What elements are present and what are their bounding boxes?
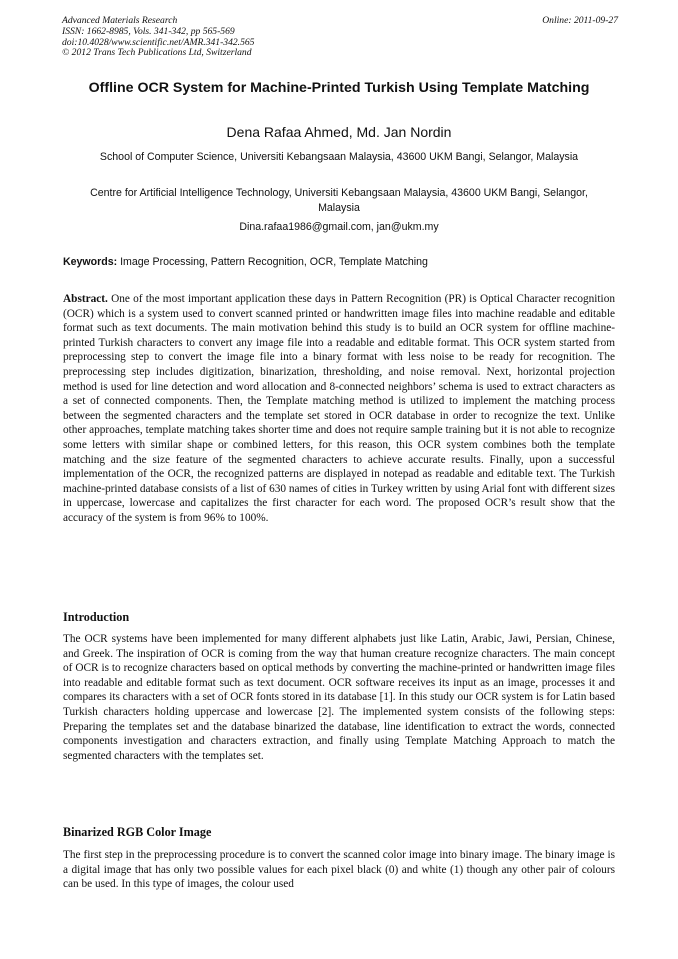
abstract-paragraph	[63, 292, 615, 526]
paper-title: Offline OCR System for Machine-Printed Turkish Using Template Matching	[88, 80, 590, 96]
abstract-label: Abstract.	[63, 293, 108, 305]
affiliation-2: Centre for Artificial Intelligence Technology, Universiti Kebangsaan Malaysia, 43600 UKM Bangi, Selangor, Malaysia	[90, 187, 588, 214]
introduction-paragraph: The OCR systems have been implemented for many different alphabets just like Latin, Arabic, Jawi, Persian, Chinese, and Greek. The inspiration of OCR is coming from the way that human creature recognize characters. The main concept of OCR is to recognize characters based on optical methods by converting the machine-printed or handwritten image files into readable and editable format such as text document. OCR software receives its input as an image, processes it and compares its characters with a set of OCR fonts stored in its database [1]. In this study our OCR system is for Latin based Turkish characters holding uppercase and lowercase [2]. The implemented system consists of the following steps: Preparing the templates set and the database binarized the database, line identification to extract the words, connected components investigation and characters extraction, and finally using Template Matching Approach to match the segmented characters with the templates set.	[63, 633, 615, 762]
abstract-text: One of the most important application these days in Pattern Recognition (PR) is Optical Character recognition (OCR) which is a system used to convert scanned printed or handwritten image files into machine readable and editable format such as text documents. The main motivation behind this study is to build an OCR system for offline machine-printed Turkish characters to convert any image file into a readable and editable format. This OCR system started from preprocessing step to convert the image file into a binary format with less noise to be ready for recognition. The preprocessing step includes digitization, binarization, thresholding, and noise removal. Next, horizontal projection method is used for line detection and word allocation and 8-connected neighbors’ schema is used to extract characters as a set of connected components. Then, the Template matching method is utilized to implement the matching process between the segmented characters and the template set stored in OCR database in order to recognize the text. Unlike other approaches, template matching takes shorter time and does not require sample training but it is not able to recognize some letters with similar shape or combined letters, for this reason, this OCR system combines both the template matching and the size feature of the segmented characters to achieve accurate results. Finally, upon a successful implementation of the OCR, the recognized patterns are displayed in notepad as readable and editable text. The Turkish machine-printed database consists of a list of 630 names of cities in Turkey written by using Arial font with different sizes in uppercase, lowercase and capitalizes the first character for each word. The proposed OCR’s result show that the accuracy of the system is from 96% to 100%.	[63, 293, 615, 524]
online-date: Online: 2011-09-27	[542, 15, 618, 26]
section-heading-introduction: Introduction	[63, 610, 130, 624]
keywords-text: Image Processing, Pattern Recognition, OCR, Template Matching	[117, 256, 428, 268]
keywords-line	[63, 255, 617, 269]
copyright-line: © 2012 Trans Tech Publications Ltd, Switzerland	[62, 47, 252, 59]
publication-info	[62, 16, 618, 59]
section-heading-binarized: Binarized RGB Color Image	[63, 825, 212, 839]
affiliation-1: School of Computer Science, Universiti Kebangsaan Malaysia, 43600 UKM Bangi, Selangor, Malaysia	[99, 151, 579, 163]
doi-line: doi:10.4028/www.scientific.net/AMR.341-342.565	[62, 36, 255, 48]
binarized-paragraph: The first step in the preprocessing procedure is to convert the scanned color image into binary image. The binary image is a digital image that has only two possible values for each pixel black (0) and white (1) though any other pair of colours can be used. In this type of images, the colour used	[63, 849, 615, 891]
author-list: Dena Rafaa Ahmed, Md. Jan Nordin	[226, 124, 452, 140]
journal-name: Advanced Materials Research	[62, 15, 178, 26]
author-emails: Dina.rafaa1986@gmail.com, jan@ukm.my	[239, 221, 439, 233]
issn-line: ISSN: 1662-8985, Vols. 341-342, pp 565-569	[62, 25, 235, 37]
keywords-label: Keywords:	[63, 256, 118, 268]
running-header	[62, 16, 618, 59]
